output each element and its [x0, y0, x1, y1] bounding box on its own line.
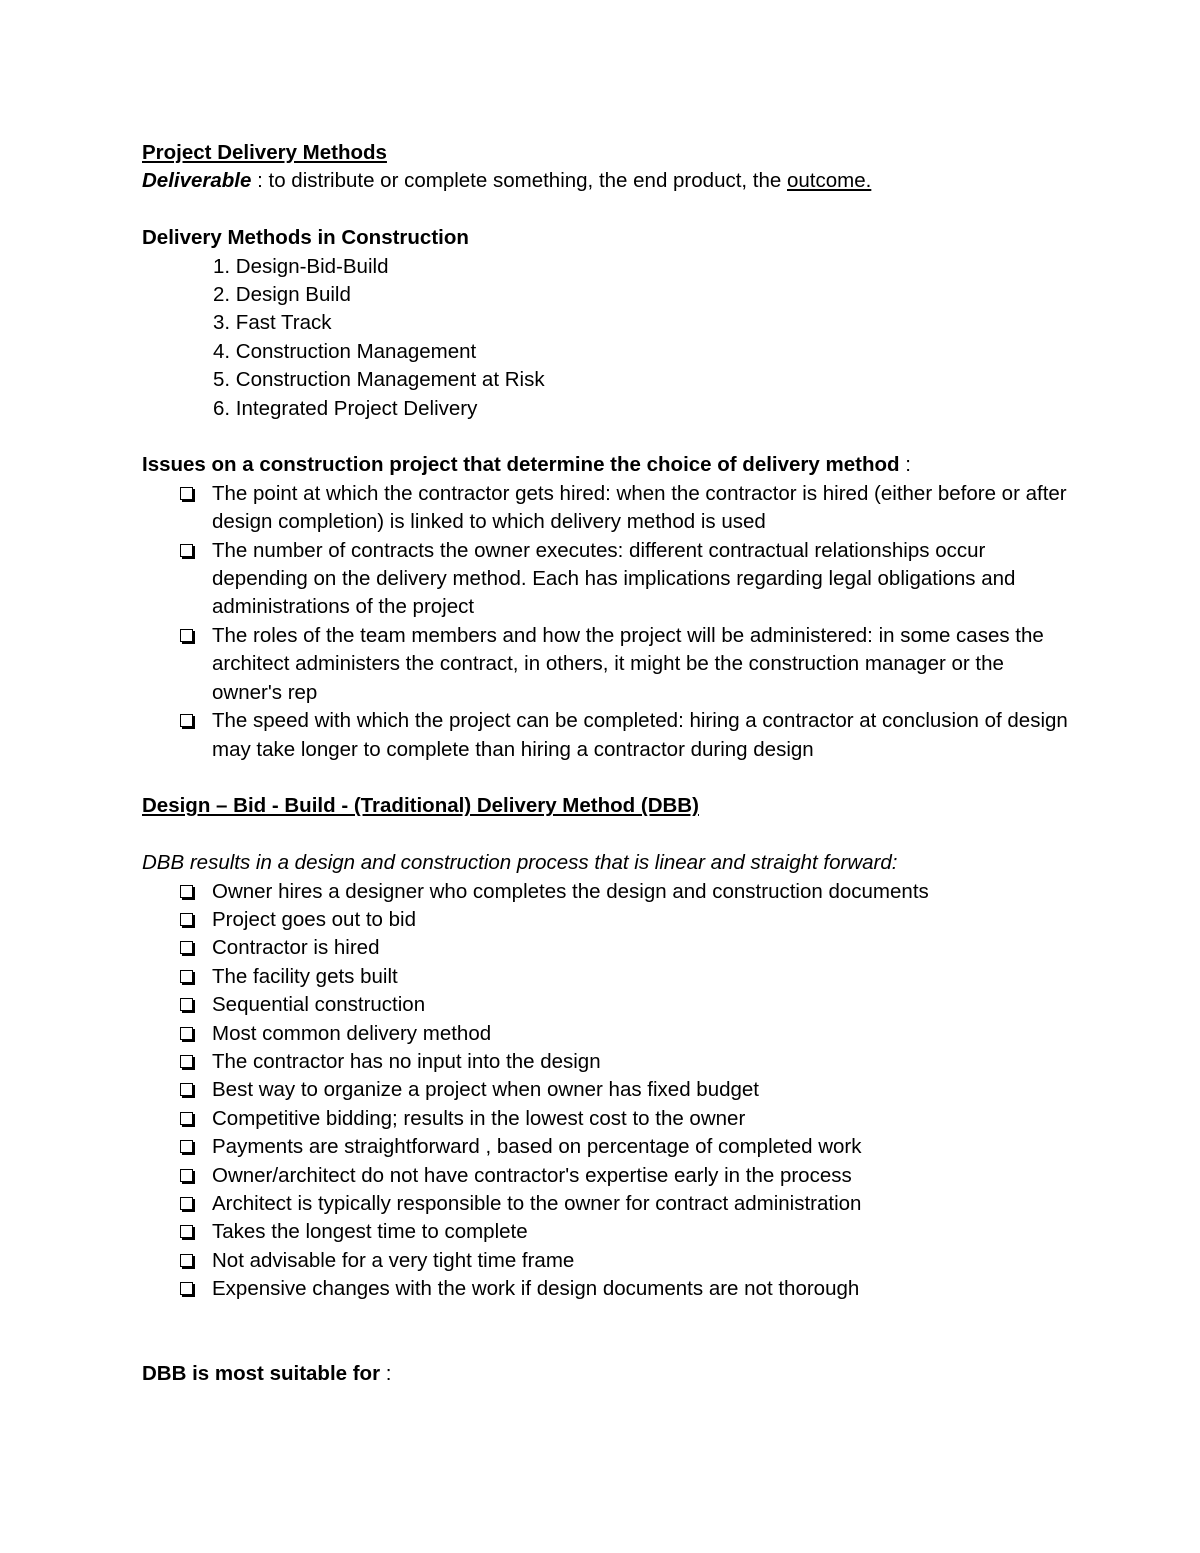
list-item: [142, 963, 1082, 991]
checkbox-icon: [180, 1055, 193, 1068]
list-item-text: Project goes out to bid: [212, 907, 416, 931]
list-item-text: Competitive bidding; results in the lowest cost to the owner: [212, 1106, 746, 1130]
definition-line: [142, 167, 1082, 195]
document-page: [142, 139, 1082, 1389]
list-item-text: Architect is typically responsible to the owner for contract administration: [212, 1191, 862, 1215]
checkbox-icon: [180, 998, 193, 1011]
list-item: 5. Construction Management at Risk: [213, 368, 545, 392]
list-item-text: Best way to organize a project when owner has fixed budget: [212, 1078, 759, 1102]
issues-list: [142, 480, 1082, 764]
checkbox-icon: [180, 1197, 193, 1210]
checkbox-icon: [180, 941, 193, 954]
spacer: [142, 764, 1082, 792]
list-item: [142, 622, 1082, 707]
list-item: [142, 934, 1082, 962]
list-item: [142, 1133, 1082, 1161]
definition-text: to distribute or complete something, the end product, the: [268, 169, 787, 193]
list-item: [142, 1076, 1082, 1104]
definition-term: Deliverable: [142, 169, 252, 193]
spacer: [142, 821, 1082, 849]
list-item-text: Sequential construction: [212, 993, 426, 1017]
list-item: [142, 1020, 1082, 1048]
page-title: Project Delivery Methods: [142, 141, 387, 164]
list-item: 1. Design-Bid-Build: [213, 254, 389, 278]
definition-underlined: outcome.: [787, 169, 872, 193]
checkbox-icon: [180, 1254, 193, 1267]
list-item: [142, 878, 1082, 906]
spacer: [142, 423, 1082, 451]
dbb-suitable-heading: DBB is most suitable for: [142, 1362, 381, 1386]
list-item: 2. Design Build: [213, 283, 351, 307]
issues-heading: Issues on a construction project that determine the choice of delivery method: [142, 453, 900, 477]
dbb-suitable-line: [142, 1360, 1082, 1388]
checkbox-icon: [180, 970, 193, 983]
dbb-heading: Design – Bid - Build - (Traditional) Delivery Method (DBB): [142, 794, 699, 818]
issues-heading-line: [142, 451, 1082, 479]
methods-list: [142, 253, 1082, 423]
list-item-text: Most common delivery method: [212, 1021, 492, 1045]
list-item: [142, 906, 1082, 934]
list-item-text: Takes the longest time to complete: [212, 1220, 528, 1244]
list-item: [142, 707, 1082, 764]
list-item-text: The speed with which the project can be completed: hiring a contractor at conclusion of design may take longer to complete than hiring a contractor during design: [212, 709, 1068, 761]
list-item: [142, 1190, 1082, 1218]
list-item: [142, 480, 1082, 537]
list-item-text: The roles of the team members and how the project will be administered: in some cases the architect administers the contract, in others, it might be the construction manager or the owner's rep: [212, 623, 1044, 704]
list-item-text: The contractor has no input into the design: [212, 1049, 601, 1073]
list-item-text: The number of contracts the owner executes: different contractual relationships occur depending on the delivery method. Each has implications regarding legal obligations and administrations of the project: [212, 538, 1016, 619]
doc-title-line: [142, 139, 1082, 167]
list-item: [142, 1105, 1082, 1133]
checkbox-icon: [180, 1282, 193, 1295]
list-item: [142, 1048, 1082, 1076]
checkbox-icon: [180, 1027, 193, 1040]
list-item: 4. Construction Management: [213, 339, 477, 363]
checkbox-icon: [180, 544, 193, 557]
dbb-suitable-suffix: :: [380, 1362, 392, 1386]
checkbox-icon: [180, 1225, 193, 1238]
methods-heading: Delivery Methods in Construction: [142, 226, 469, 250]
checkbox-icon: [180, 1112, 193, 1125]
list-item-text: Not advisable for a very tight time frame: [212, 1248, 575, 1272]
list-item: [142, 1247, 1082, 1275]
list-item: [142, 537, 1082, 622]
checkbox-icon: [180, 1140, 193, 1153]
checkbox-icon: [180, 913, 193, 926]
list-item-text: Owner/architect do not have contractor's expertise early in the process: [212, 1163, 852, 1187]
checkbox-icon: [180, 1083, 193, 1096]
list-item-text: Contractor is hired: [212, 936, 380, 960]
spacer: [142, 1332, 1082, 1360]
list-item: [142, 1275, 1082, 1303]
list-item: 6. Integrated Project Delivery: [213, 396, 478, 420]
checkbox-icon: [180, 629, 193, 642]
list-item: [142, 1218, 1082, 1246]
list-item: 3. Fast Track: [213, 311, 332, 335]
dbb-intro: DBB results in a design and construction process that is linear and straight forward:: [142, 851, 898, 875]
list-item: [142, 991, 1082, 1019]
list-item: [142, 1162, 1082, 1190]
list-item-text: The facility gets built: [212, 964, 398, 988]
list-item-text: Owner hires a designer who completes the design and construction documents: [212, 879, 929, 903]
definition-separator: :: [251, 169, 269, 193]
checkbox-icon: [180, 714, 193, 727]
issues-heading-suffix: :: [899, 453, 911, 477]
dbb-list: [142, 878, 1082, 1304]
spacer: [142, 196, 1082, 224]
list-item-text: Payments are straightforward , based on percentage of completed work: [212, 1135, 862, 1159]
spacer: [142, 1304, 1082, 1332]
checkbox-icon: [180, 885, 193, 898]
checkbox-icon: [180, 487, 193, 500]
checkbox-icon: [180, 1169, 193, 1182]
list-item-text: Expensive changes with the work if design documents are not thorough: [212, 1277, 860, 1301]
list-item-text: The point at which the contractor gets hired: when the contractor is hired (either before or after design completion) is linked to which delivery method is used: [212, 481, 1067, 534]
